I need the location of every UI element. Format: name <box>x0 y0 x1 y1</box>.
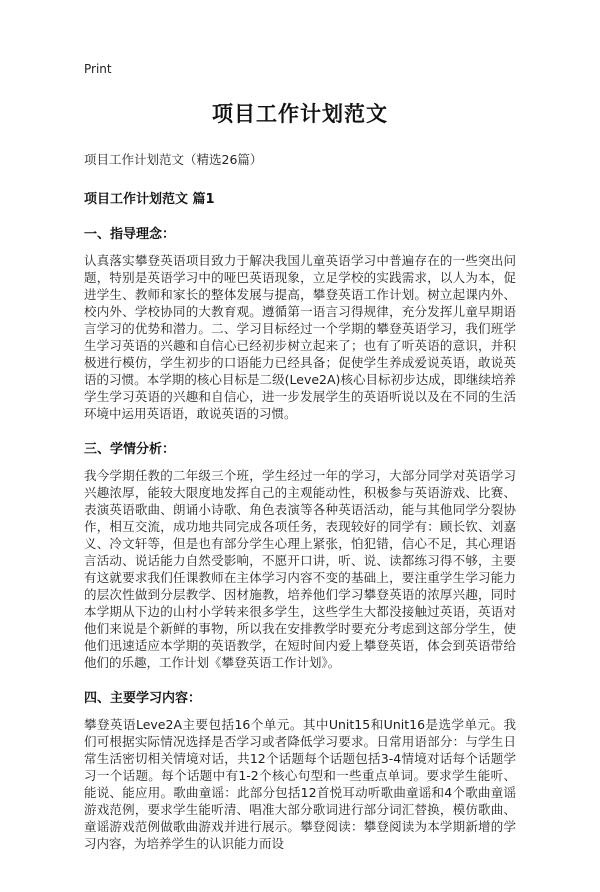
section-body: 攀登英语Leve2A主要包括16个单元。其中Unit15和Unit16是选学单元。我们可根据实际情况选择是否学习或者降低学习要求。日常用语部分：与学生日常生活密切相关情境对话，共12个话题每个话题包括3-4情境对话每个话题学习一个话题。每个话题中有1-2个核心句型和一些重点单词。要求学生能听、能说、能应用。歌曲童谣：此部分包括12首悦耳动听歌曲童谣和4个歌曲童谣游戏范例，要求学生能听清、唱准大部分歌词进行部分词汇替换，模仿歌曲、童谣游戏范例做歌曲游戏并进行展示。攀登阅读：攀登阅读为本学期新增的学习内容，为培养学生的认识能力而设 <box>84 717 516 851</box>
section-body: 认真落实攀登英语项目致力于解决我国儿童英语学习中普遍存在的一些突出问题，特别是英语学习中的哑巴英语现象，立足学校的实践需求，以人为本，促进学生、教师和家长的整体发展与提高，攀登英语工作计划。树立起课内外、校内外、学校协同的大教育观。遵循第一语言习得规律，充分发挥儿童早期语言学习的优势和潜力。二、学习目标经过一个学期的攀登英语学习，我们班学生学习英语的兴趣和自信心已经初步树立起来了；也有了听英语的意识，并积极进行模仿，学生初步的口语能力已经具备；促使学生养成爱说英语，敢说英语的习惯。本学期的核心目标是二级(Leve2A)核心目标初步达成，即继续培养学生学习英语的兴趣和自信心，进一步发展学生的英语听说以及在不同的生活环境中运用英语语，敢说英语的习惯。 <box>84 253 516 421</box>
section-heading: 四、主要学习内容： <box>84 691 202 706</box>
page-title: 项目工作计划范文 <box>212 102 388 126</box>
section-learning-content <box>84 687 516 852</box>
section-heading: 三、学情分析： <box>84 442 176 457</box>
section-student-analysis <box>84 438 516 671</box>
section-body: 我今学期任教的二年级三个班，学生经过一年的学习，大部分同学对英语学习兴趣浓厚，能较大限度地发挥自己的主观能动性，积极参与英语游戏、比赛、表演英语歌曲、朗诵小诗歌、角色表演等各种英语活动，能与其他同学分裂协作，相互交流，成功地共同完成各项任务，表现较好的同学有：顾长钦、刘嘉义、冷文轩等，但是也有部分学生心理上紧张，怕犯错，信心不足，其心理语言活动、说话能力自然受影响，不愿开口讲，听、说、读都练习得不够，主要有这就要求我们任课教师在主体学习内容不变的基础上，要注重学生学习能力的层次性做到分层教学、因材施教，培养他们学习攀登英语的浓厚兴趣，同时本学期从下边的山村小学转来很多学生，这些学生大都没接触过英语，英语对他们来说是个新鲜的事物，所以我在安排教学时要充分考虑到这部分学生，使他们迅速适应本学期的英语教学，在短时间内爱上攀登英语，体会到英语带给他们的乐趣，工作计划《攀登英语工作计划》。 <box>84 468 516 670</box>
section-guiding-principles <box>84 223 516 422</box>
print-link[interactable]: Print <box>84 62 112 76</box>
page-subtitle: 项目工作计划范文（精选26篇） <box>84 152 263 167</box>
section-heading: 一、指导理念： <box>84 227 176 242</box>
article-title: 项目工作计划范文 篇1 <box>84 192 215 207</box>
